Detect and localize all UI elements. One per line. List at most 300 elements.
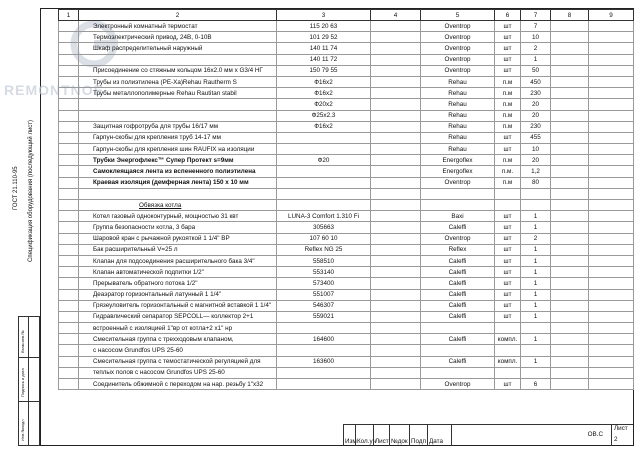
maker-cell: Caleffi [421,267,495,278]
qty-cell: 1 [521,289,551,300]
pos-cell [59,144,79,155]
maker-cell: Rehau [421,88,495,99]
qty-cell: 20 [521,110,551,121]
pos-cell [59,21,79,32]
header-cell: 2 [79,10,277,21]
note-cell [589,300,634,311]
qty-cell: 1 [521,356,551,367]
pos-cell [59,311,79,322]
code-cell: 140 11 74 [277,43,371,54]
mass-cell [551,267,589,278]
header-row [59,10,634,21]
name-cell: Трубы из полиэтилена (PE-Xa)Rehau Rautherm S [79,76,277,87]
left-binding-strip [18,316,40,446]
mass-cell [551,345,589,356]
table-row [59,88,634,99]
maker-cell: Rehau [421,121,495,132]
name-cell: Грязеуловитель горизонтальный с магнитной вставкой 1 1/4" [79,300,277,311]
sheet-number-cell [611,425,633,446]
signature-date-label: Подпись и дата [20,368,25,397]
qty-cell: 1 [521,334,551,345]
header-cell: 7 [521,10,551,21]
unit-cell: шт [495,300,521,311]
unit-cell: п.м [495,121,521,132]
header-cell: 9 [589,10,634,21]
maker-cell: Caleffi [421,356,495,367]
unit-cell: шт [495,233,521,244]
unit-cell: шт [495,278,521,289]
code-cell: 558510 [277,255,371,266]
qty-cell: 1 [521,267,551,278]
unit-cell: п.м [495,110,521,121]
unit-cell: шт [495,255,521,266]
pos-cell [59,334,79,345]
code2-cell [371,356,421,367]
code-cell: LUNA-3 Comfort 1.310 Fi [277,211,371,222]
code-cell: Ф16x2 [277,76,371,87]
name-cell: Клапан для подсоединения расширительного бака 3/4" [79,255,277,266]
name-cell: Присоединение со стяжным кольцом 16x2.0 мм x G3/4 НГ [79,65,277,76]
note-cell [589,188,634,199]
unit-cell: шт [495,289,521,300]
name-cell: Обвязка котла [79,200,277,211]
name-cell: Самоклеящаяся лента из вспененного полиэтилена [79,166,277,177]
pos-cell [59,166,79,177]
note-cell [589,43,634,54]
maker-cell: Oventrop [421,54,495,65]
code-cell [277,188,371,199]
code2-cell [371,233,421,244]
unit-cell: шт [495,311,521,322]
table-row [59,144,634,155]
note-cell [589,177,634,188]
code-cell: 150 79 55 [277,65,371,76]
code-cell [277,379,371,390]
replace-inventory-label: Взам.инв.№ [20,330,25,353]
qty-cell: 10 [521,32,551,43]
maker-cell: Caleffi [421,278,495,289]
code-cell: 164600 [277,334,371,345]
qty-cell: 2 [521,233,551,244]
note-cell [589,65,634,76]
code2-cell [371,222,421,233]
name-cell: Котел газовый одноконтурный, мощностью 31 квт [79,211,277,222]
name-cell: Деаэратор горизонтальный латунный 1 1/4" [79,289,277,300]
table-row [59,356,634,367]
note-cell [589,255,634,266]
note-cell [589,345,634,356]
header-cell: 6 [495,10,521,21]
code2-cell [371,110,421,121]
code2-cell [371,166,421,177]
mass-cell [551,244,589,255]
pos-cell [59,289,79,300]
maker-cell: Oventrop [421,177,495,188]
maker-cell: Caleffi [421,334,495,345]
pos-cell [59,99,79,110]
document-code: ОВ.С [587,431,603,438]
code2-cell [371,144,421,155]
sheet-label: Лист [614,425,628,432]
note-cell [589,244,634,255]
code2-cell [371,99,421,110]
pos-cell [59,65,79,76]
qty-cell: 1 [521,211,551,222]
maker-cell: Rehau [421,99,495,110]
code-cell: 163600 [277,356,371,367]
name-cell: Соединитель обжимной с переходом на нар. резьбу 1"x32 [79,379,277,390]
table-row [59,345,634,356]
code-cell: Ф16x2 [277,88,371,99]
table-row [59,99,634,110]
stamp-cell: Изм [343,425,355,446]
table-row [59,367,634,378]
document-code-cell [451,425,611,446]
table-row [59,255,634,266]
pos-cell [59,132,79,143]
maker-cell: Oventrop [421,233,495,244]
table-row [59,121,634,132]
name-cell: Гидравлический сепаратор SEPCOLL— коллектор 2+1 [79,311,277,322]
name-cell: Термоэлектрический привод, 24В, 0-10В [79,32,277,43]
code2-cell [371,54,421,65]
code-cell: 115 20 63 [277,21,371,32]
name-cell: Шаровой кран с рычажной рукояткой 1 1/4" ВР [79,233,277,244]
table-row [59,300,634,311]
pos-cell [59,88,79,99]
specification-body [59,21,634,390]
table-row [59,233,634,244]
qty-cell [521,200,551,211]
unit-cell: п.м [495,88,521,99]
qty-cell: 10 [521,144,551,155]
qty-cell: 1 [521,278,551,289]
code2-cell [371,32,421,43]
table-row [59,211,634,222]
code-cell: 107 60 10 [277,233,371,244]
code-cell [277,345,371,356]
pos-cell [59,54,79,65]
mass-cell [551,155,589,166]
table-row [59,289,634,300]
code2-cell [371,188,421,199]
stamp-cell: Лист [373,425,389,446]
maker-cell: Caleffi [421,222,495,233]
code-cell: 305663 [277,222,371,233]
stamp-cell: №док [389,425,409,446]
mass-cell [551,300,589,311]
code-cell: 551007 [277,289,371,300]
code-cell: 101 29 52 [277,32,371,43]
code2-cell [371,132,421,143]
pos-cell [59,379,79,390]
mass-cell [551,222,589,233]
code2-cell [371,345,421,356]
mass-cell [551,99,589,110]
mass-cell [551,144,589,155]
mass-cell [551,323,589,334]
table-row [59,379,634,390]
table-row [59,155,634,166]
code2-cell [371,278,421,289]
maker-cell [421,323,495,334]
unit-cell [495,367,521,378]
note-cell [589,356,634,367]
code-cell [277,132,371,143]
unit-cell: шт [495,54,521,65]
pos-cell [59,222,79,233]
stamp-cell: Кол.уч [355,425,369,446]
pos-cell [59,188,79,199]
qty-cell [521,323,551,334]
gost-reference: ГОСТ 21.110-95 [13,166,19,210]
note-cell [589,144,634,155]
maker-cell [421,367,495,378]
unit-cell: шт [495,43,521,54]
qty-cell: 2 [521,43,551,54]
qty-cell: 455 [521,132,551,143]
pos-cell [59,367,79,378]
unit-cell: шт [495,65,521,76]
code-cell: 140 11 72 [277,54,371,65]
unit-cell: компл. [495,334,521,345]
table-row [59,188,634,199]
code-cell [277,323,371,334]
code2-cell [371,300,421,311]
maker-cell: Rehau [421,76,495,87]
pos-cell [59,244,79,255]
name-cell: теплых полов с насосом Grundfos UPS 25-60 [79,367,277,378]
note-cell [589,88,634,99]
mass-cell [551,65,589,76]
code2-cell [371,367,421,378]
note-cell [589,76,634,87]
name-cell: Трубы металлополимерные Rehau Rautitan stabil [79,88,277,99]
note-cell [589,121,634,132]
mass-cell [551,211,589,222]
code2-cell [371,76,421,87]
qty-cell: 1 [521,222,551,233]
code-cell: Ф20 [277,155,371,166]
maker-cell: Caleffi [421,255,495,266]
qty-cell: 1 [521,255,551,266]
name-cell [79,110,277,121]
note-cell [589,132,634,143]
pos-cell [59,110,79,121]
pos-cell [59,300,79,311]
unit-cell: шт [495,211,521,222]
mass-cell [551,367,589,378]
code-cell [277,367,371,378]
name-cell: Группа безопасности котла, 3 бара [79,222,277,233]
unit-cell [495,345,521,356]
original-inventory-label: Инв.№подл [20,419,25,441]
qty-cell: 20 [521,99,551,110]
pos-cell [59,267,79,278]
name-cell: Краевая изоляция (демферная лента) 150 х 10 мм [79,177,277,188]
code2-cell [371,211,421,222]
note-cell [589,233,634,244]
maker-cell [421,188,495,199]
code2-cell [371,311,421,322]
pos-cell [59,345,79,356]
code2-cell [371,267,421,278]
unit-cell: п.м [495,155,521,166]
code-cell [277,177,371,188]
unit-cell [495,200,521,211]
mass-cell [551,233,589,244]
mass-cell [551,32,589,43]
code2-cell [371,21,421,32]
table-row [59,43,634,54]
qty-cell: 230 [521,88,551,99]
table-row [59,278,634,289]
table-row [59,32,634,43]
note-cell [589,334,634,345]
code-cell [277,166,371,177]
table-row [59,244,634,255]
note-cell [589,166,634,177]
qty-cell: 7 [521,21,551,32]
qty-cell: 1 [521,54,551,65]
unit-cell: шт [495,144,521,155]
note-cell [589,21,634,32]
header-cell: 1 [59,10,79,21]
header-cell: 8 [551,10,589,21]
code2-cell [371,121,421,132]
name-cell: встроенный с изоляцией 1"вр от котла+2 х1" нр [79,323,277,334]
table-row [59,132,634,143]
maker-cell: Energoflex [421,166,495,177]
code2-cell [371,43,421,54]
code2-cell [371,289,421,300]
unit-cell [495,323,521,334]
maker-cell: Rehau [421,110,495,121]
pos-cell [59,278,79,289]
qty-cell: 230 [521,121,551,132]
watermark: REMONTNOE [4,82,104,98]
qty-cell: 1 [521,311,551,322]
maker-cell: Caleffi [421,300,495,311]
code2-cell [371,323,421,334]
qty-cell: 1 [521,300,551,311]
qty-cell: 50 [521,65,551,76]
unit-cell [495,188,521,199]
pos-cell [59,43,79,54]
header-cell: 4 [371,10,421,21]
note-cell [589,222,634,233]
pos-cell [59,255,79,266]
note-cell [589,155,634,166]
title-block [343,424,633,446]
qty-cell: 1,2 [521,166,551,177]
unit-cell: п.м. [495,166,521,177]
header-cell: 5 [421,10,495,21]
code2-cell [371,334,421,345]
header-cell: 3 [277,10,371,21]
table-row [59,311,634,322]
maker-cell: Caleffi [421,311,495,322]
name-cell [79,188,277,199]
table-row [59,65,634,76]
code2-cell [371,255,421,266]
name-cell [79,54,277,65]
mass-cell [551,289,589,300]
code2-cell [371,177,421,188]
pos-cell [59,233,79,244]
unit-cell: шт [495,222,521,233]
table-row [59,200,634,211]
table-row [59,222,634,233]
code-cell: 546307 [277,300,371,311]
unit-cell: шт [495,379,521,390]
table-row [59,267,634,278]
mass-cell [551,188,589,199]
pos-cell [59,121,79,132]
maker-cell: Oventrop [421,65,495,76]
pos-cell [59,76,79,87]
mass-cell [551,54,589,65]
note-cell [589,278,634,289]
code-cell: 573400 [277,278,371,289]
mass-cell [551,166,589,177]
code-cell: 553140 [277,267,371,278]
table-row [59,166,634,177]
pos-cell [59,323,79,334]
unit-cell: п.м [495,177,521,188]
stamp-cell: Подп [409,425,427,446]
unit-cell: шт [495,32,521,43]
name-cell: с насосом Grundfos UPS 25-60 [79,345,277,356]
maker-cell: Oventrop [421,379,495,390]
maker-cell: Baxi [421,211,495,222]
maker-cell: Rehau [421,132,495,143]
code2-cell [371,155,421,166]
table-row [59,21,634,32]
mass-cell [551,278,589,289]
mass-cell [551,43,589,54]
mass-cell [551,88,589,99]
name-cell: Шкаф распределительный наружный [79,43,277,54]
unit-cell: шт [495,244,521,255]
qty-cell: 20 [521,155,551,166]
maker-cell: Caleffi [421,289,495,300]
table-row [59,177,634,188]
table-row [59,323,634,334]
code-cell: Ф25x2.3 [277,110,371,121]
mass-cell [551,334,589,345]
name-cell: Трубки Энергофлекс™ Супер Протект s=9мм [79,155,277,166]
note-cell [589,289,634,300]
maker-cell: Oventrop [421,32,495,43]
name-cell: Смесительная группа с трехходовым клапаном, [79,334,277,345]
mass-cell [551,311,589,322]
note-cell [589,32,634,43]
qty-cell: 6 [521,379,551,390]
mass-cell [551,121,589,132]
qty-cell: 450 [521,76,551,87]
name-cell: Гарпун-скобы для крепления шин RAUFIX на изоляции [79,144,277,155]
note-cell [589,379,634,390]
name-cell: Клапан автоматической подпитки 1/2" [79,267,277,278]
code2-cell [371,244,421,255]
note-cell [589,200,634,211]
pos-cell [59,356,79,367]
maker-cell: Rehau [421,144,495,155]
maker-cell: Energoflex [421,155,495,166]
maker-cell [421,200,495,211]
mass-cell [551,356,589,367]
